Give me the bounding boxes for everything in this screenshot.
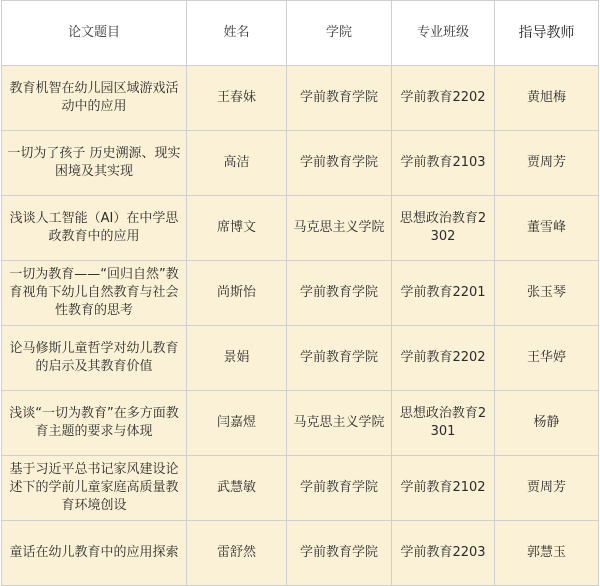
- cell-class: 思想政治教育2301: [392, 391, 495, 456]
- table-row: [2, 521, 599, 586]
- header-college: 学院: [287, 1, 392, 66]
- cell-teacher: 王华婷: [495, 326, 599, 391]
- cell-title: 浅谈人工智能（AI）在中学思政教育中的应用: [2, 196, 187, 261]
- header-teacher: 指导教师: [495, 1, 599, 66]
- header-name: 姓名: [187, 1, 287, 66]
- cell-name: 武慧敏: [187, 456, 287, 521]
- cell-name: 王春妹: [187, 66, 287, 131]
- cell-teacher: 董雪峰: [495, 196, 599, 261]
- table-row: [2, 391, 599, 456]
- cell-title: 论马修斯儿童哲学对幼儿教育的启示及其教育价值: [2, 326, 187, 391]
- cell-name: 景娟: [187, 326, 287, 391]
- cell-college: 学前教育学院: [287, 326, 392, 391]
- cell-teacher: 贾周芳: [495, 456, 599, 521]
- table-header-row: [2, 1, 599, 66]
- table-row: [2, 261, 599, 326]
- table-row: [2, 131, 599, 196]
- table-row: [2, 66, 599, 131]
- cell-name: 席博文: [187, 196, 287, 261]
- cell-title: 一切为了孩子 历史溯源、现实困境及其实现: [2, 131, 187, 196]
- cell-college: 学前教育学院: [287, 131, 392, 196]
- cell-college: 学前教育学院: [287, 261, 392, 326]
- cell-teacher: 郭慧玉: [495, 521, 599, 586]
- cell-college: 学前教育学院: [287, 66, 392, 131]
- cell-teacher: 贾周芳: [495, 131, 599, 196]
- cell-college: 马克思主义学院: [287, 391, 392, 456]
- table-row: [2, 456, 599, 521]
- cell-class: 思想政治教育2302: [392, 196, 495, 261]
- table-row: [2, 196, 599, 261]
- cell-teacher: 杨静: [495, 391, 599, 456]
- cell-name: 高洁: [187, 131, 287, 196]
- cell-title: 教育机智在幼儿园区域游戏活动中的应用: [2, 66, 187, 131]
- cell-class: 学前教育2103: [392, 131, 495, 196]
- cell-class: 学前教育2202: [392, 326, 495, 391]
- cell-title: 童话在幼儿教育中的应用探索: [2, 521, 187, 586]
- cell-college: 学前教育学院: [287, 521, 392, 586]
- cell-college: 学前教育学院: [287, 456, 392, 521]
- cell-name: 闫嘉煜: [187, 391, 287, 456]
- header-class: 专业班级: [392, 1, 495, 66]
- cell-name: 尚斯怡: [187, 261, 287, 326]
- cell-college: 马克思主义学院: [287, 196, 392, 261]
- cell-title: 浅谈“一切为教育”在多方面教育主题的要求与体现: [2, 391, 187, 456]
- cell-teacher: 黄旭梅: [495, 66, 599, 131]
- cell-title: 基于习近平总书记家风建设论述下的学前儿童家庭高质量教育环境创设: [2, 456, 187, 521]
- cell-name: 雷舒然: [187, 521, 287, 586]
- cell-title: 一切为教育——“回归自然”教育视角下幼儿自然教育与社会性教育的思考: [2, 261, 187, 326]
- cell-class: 学前教育2202: [392, 66, 495, 131]
- cell-class: 学前教育2102: [392, 456, 495, 521]
- table-row: [2, 326, 599, 391]
- cell-class: 学前教育2201: [392, 261, 495, 326]
- header-title: 论文题目: [2, 1, 187, 66]
- thesis-table: [1, 0, 599, 586]
- cell-class: 学前教育2203: [392, 521, 495, 586]
- cell-teacher: 张玉琴: [495, 261, 599, 326]
